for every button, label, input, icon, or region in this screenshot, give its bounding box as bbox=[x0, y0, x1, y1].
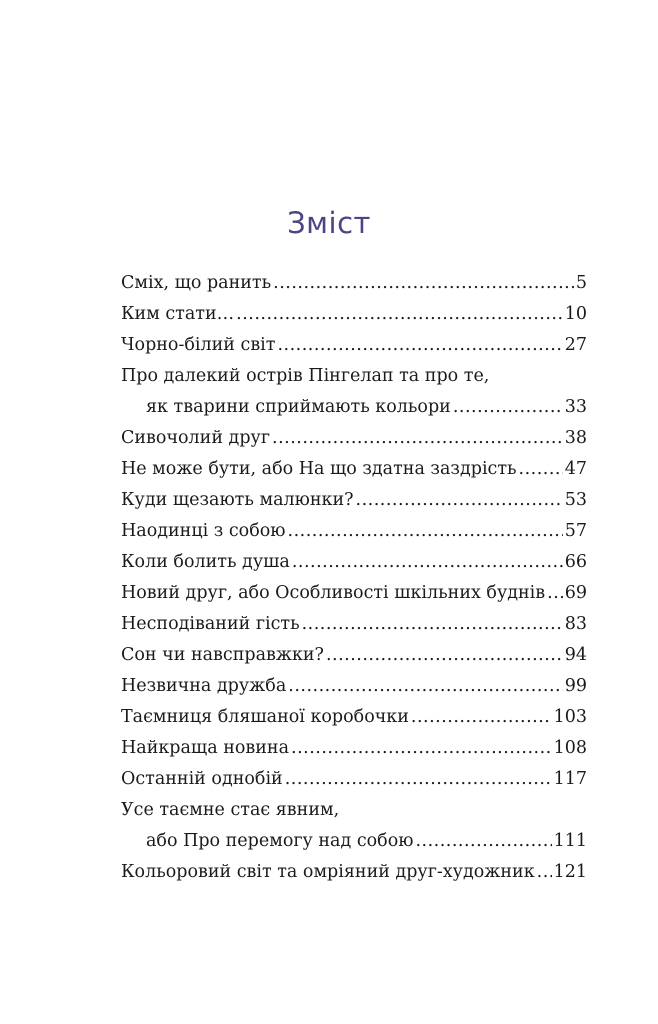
page-title: Зміст bbox=[287, 206, 371, 240]
toc-page-number: 10 bbox=[564, 304, 587, 324]
toc-entry-title: Сміх, що ранить bbox=[121, 273, 272, 293]
toc-entry-line bbox=[121, 547, 587, 578]
dot-leader bbox=[285, 764, 552, 795]
dot-leader bbox=[302, 609, 563, 640]
toc-entry-line bbox=[121, 702, 587, 733]
toc-entry[interactable] bbox=[121, 764, 587, 795]
dot-leader bbox=[272, 423, 563, 454]
toc-entry-line bbox=[121, 671, 587, 702]
dot-leader bbox=[288, 516, 563, 547]
toc-entry-title: Несподіваний гість bbox=[121, 614, 300, 634]
toc-entry-line bbox=[121, 609, 587, 640]
table-of-contents bbox=[121, 268, 587, 888]
dot-leader bbox=[277, 330, 562, 361]
toc-entry-title: Усе таємне стає явним, bbox=[121, 800, 340, 820]
toc-page-number: 83 bbox=[564, 614, 587, 634]
toc-entry[interactable] bbox=[121, 516, 587, 547]
dot-leader bbox=[291, 733, 552, 764]
dot-leader bbox=[236, 299, 563, 330]
dot-leader bbox=[273, 268, 574, 299]
toc-entry-title: Про далекий острів Пінгелап та про те, bbox=[121, 366, 490, 386]
toc-entry-title: або Про перемогу над собою bbox=[146, 831, 414, 851]
toc-entry-line bbox=[121, 423, 587, 454]
dot-leader bbox=[356, 485, 563, 516]
dot-leader bbox=[288, 671, 562, 702]
toc-entry-line bbox=[121, 330, 587, 361]
toc-entry[interactable] bbox=[121, 671, 587, 702]
toc-entry-line bbox=[121, 764, 587, 795]
toc-entry[interactable] bbox=[121, 547, 587, 578]
toc-entry[interactable] bbox=[121, 268, 587, 299]
toc-page-number: 111 bbox=[553, 831, 587, 851]
toc-page-number: 66 bbox=[564, 552, 587, 572]
toc-entry-title: Не може бути, або На що здатна заздрість bbox=[121, 459, 517, 479]
toc-entry-title: Таємниця бляшаної коробочки bbox=[121, 707, 409, 727]
toc-entry-line bbox=[121, 795, 587, 826]
toc-entry-title: Найкраща новина bbox=[121, 738, 290, 758]
toc-entry-line-continuation bbox=[121, 826, 587, 857]
toc-entry[interactable] bbox=[121, 330, 587, 361]
toc-page-number: 5 bbox=[575, 273, 587, 293]
toc-entry-title: Наодинці з собою bbox=[121, 521, 286, 541]
toc-entry-line bbox=[121, 454, 587, 485]
toc-entry[interactable] bbox=[121, 454, 587, 485]
toc-page-number: 38 bbox=[564, 428, 587, 448]
toc-page-number: 108 bbox=[553, 738, 587, 758]
toc-entry[interactable] bbox=[121, 857, 587, 888]
toc-entry[interactable] bbox=[121, 361, 587, 423]
toc-entry-title: Кольоровий світ та омріяний друг-художник bbox=[121, 862, 535, 882]
toc-page-number: 94 bbox=[564, 645, 587, 665]
toc-entry-title: Ким стати… bbox=[121, 304, 235, 324]
toc-page-number: 47 bbox=[564, 459, 587, 479]
toc-entry-line bbox=[121, 361, 587, 392]
toc-entry[interactable] bbox=[121, 733, 587, 764]
toc-page-number: 99 bbox=[564, 676, 587, 696]
toc-entry-title: Чорно-білий світ bbox=[121, 335, 276, 355]
toc-entry-title: Куди щезають малюнки? bbox=[121, 490, 354, 510]
toc-entry-line bbox=[121, 640, 587, 671]
toc-entry[interactable] bbox=[121, 702, 587, 733]
toc-entry-line-continuation bbox=[121, 392, 587, 423]
toc-entry[interactable] bbox=[121, 795, 587, 857]
dot-leader bbox=[547, 578, 563, 609]
toc-entry-title: Останній однобій bbox=[121, 769, 283, 789]
toc-page-number: 121 bbox=[553, 862, 587, 882]
dot-leader bbox=[411, 702, 552, 733]
toc-page-number: 69 bbox=[564, 583, 587, 603]
toc-entry-title: Сон чи навсправжки? bbox=[121, 645, 324, 665]
dot-leader bbox=[519, 454, 563, 485]
toc-entry[interactable] bbox=[121, 640, 587, 671]
toc-page-number: 103 bbox=[553, 707, 587, 727]
toc-entry[interactable] bbox=[121, 485, 587, 516]
dot-leader bbox=[415, 826, 551, 857]
toc-entry-line bbox=[121, 485, 587, 516]
toc-page-number: 27 bbox=[564, 335, 587, 355]
toc-entry-line bbox=[121, 268, 587, 299]
dot-leader bbox=[537, 857, 552, 888]
toc-page-number: 57 bbox=[564, 521, 587, 541]
toc-entry-line bbox=[121, 733, 587, 764]
toc-page-number: 53 bbox=[564, 490, 587, 510]
toc-entry[interactable] bbox=[121, 578, 587, 609]
dot-leader bbox=[292, 547, 563, 578]
toc-entry-title: Новий друг, або Особливості шкільних буднів bbox=[121, 583, 546, 603]
toc-entry[interactable] bbox=[121, 609, 587, 640]
toc-entry-line bbox=[121, 857, 587, 888]
toc-entry-line bbox=[121, 578, 587, 609]
toc-entry-title: Незвична дружба bbox=[121, 676, 287, 696]
toc-page-number: 117 bbox=[553, 769, 587, 789]
dot-leader bbox=[326, 640, 563, 671]
toc-entry-title: Коли болить душа bbox=[121, 552, 290, 572]
dot-leader bbox=[453, 392, 563, 423]
toc-entry[interactable] bbox=[121, 299, 587, 330]
toc-page-number: 33 bbox=[564, 397, 587, 417]
toc-entry[interactable] bbox=[121, 423, 587, 454]
toc-entry-title: Сивочолий друг bbox=[121, 428, 270, 448]
toc-entry-line bbox=[121, 516, 587, 547]
toc-entry-title: як тварини сприймають кольори bbox=[146, 397, 451, 417]
toc-entry-line bbox=[121, 299, 587, 330]
